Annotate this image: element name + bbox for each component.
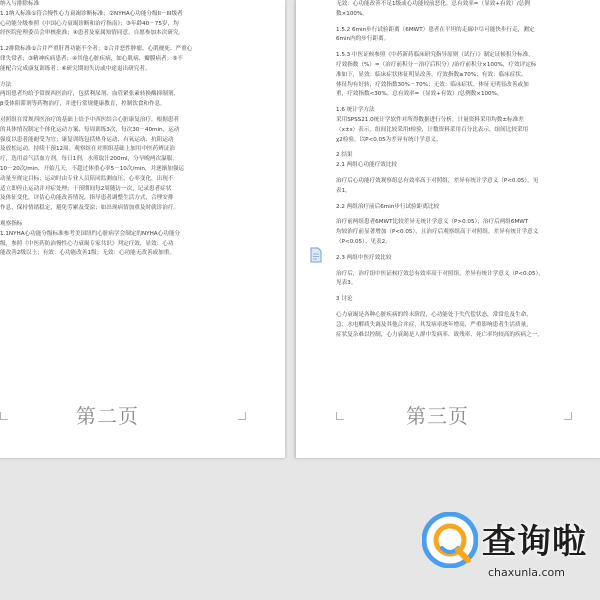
text-line: （x±s）表示，组间比较采用t检验，计数资料采用百分比表示，组间比较采用 [336,126,529,133]
text-line: 经医院伦理委员会审核批准；④患者及家属知情同意，自愿参加本次研究。 [0,30,185,37]
text-line: 2.3 两组中医疗效比较 [336,254,392,261]
text-line: 2 结果 [336,152,353,159]
text-line: （P<0.05）。见表2。 [336,238,391,245]
text-line: 症状复杂难以控制，心力衰竭是人群中发病率、致残率、死亡率均较高的疾病之一。 [336,331,543,338]
document-page-right [295,0,600,458]
page-text-right [336,0,571,340]
text-line: 表1。 [336,187,351,194]
text-line: 律失常者；③精神疾病患者；④其他心脏疾病，如心肌病、瓣膜病者；⑤不 [0,55,183,62]
text-line: 疗，选用益气活血方剂，每日1剂，水煎取汁200ml，分早晚两次温服， [0,156,178,163]
text-line: 准如下，显效：临床症状体征明显改善，疗效指数≥70%；有效：临床症状、 [336,71,527,78]
watermark-url: chaxunla.com [488,566,565,579]
document-page-left [0,0,285,458]
text-line: 适立即停止运动并对症处理；干预期间每2周随访一次，记录患者症状 [0,185,172,192]
text-line: 1.2排除标准①合并严重肝肾功能不全者；②合并恶性肿瘤、心肌梗死、严重心 [0,46,193,53]
page-label-right: 第三页 [406,404,469,428]
text-line: 无效：心功能改善不足1级或心功能较前恶化。总有效率=（显效+有效）/总例 [336,1,530,7]
text-line: 的具体情况制定个体化运动方案，每周训练3次，每次30－40min，运动 [0,126,180,133]
text-line: 均较治疗前显著增加（P<0.05），且治疗后观察组高于对照组，差异有统计学意义 [336,229,539,236]
text-line: 强度以患者能耐受为宜；康复训练包括热身运动、有氧运动、抗阻运动 [0,136,174,143]
text-line: 采用SPSS21.0统计学软件对所得数据进行分析，计量资料采用均数±标准差 [336,116,524,123]
page-corner-mark [238,412,246,420]
watermark-title: 查询啦 [482,522,587,562]
text-line: β受体阻滞剂等药物治疗，并进行常规健康教育，控制饮食和作息。 [0,101,166,108]
text-line: 急、水电解质失调及其他合并症，其发病率逐年增高，严重影响患者生活质量， [336,321,532,328]
document-comment-icon[interactable] [309,247,323,265]
text-line: 10－20次/min，开始几天，不超过体重心率5－10次/min，并逐渐加强运 [0,165,185,172]
page-corner-mark [0,412,8,420]
text-line: 1.5.3 中医证候参照《中药新药临床研究指导原则（试行）》制定证候积分标准， [336,52,534,59]
text-line: 方法 [0,81,12,88]
text-line: χ2检验，以P<0.05为差异有统计学意义。 [336,136,442,143]
text-line: 1.5.2 6min步行试验距离（6MWT）患者在平坦的走廊中尽可能快步行走，测定 [336,26,535,33]
text-line: 治疗后心功能疗效观察组总有效率高于对照组，差异有统计学意义（P<0.05），见 [336,177,539,184]
page-text-left [0,0,232,259]
text-line: 对照组在常规西医治疗的基础上给予中西医结合心脏康复治疗，根据患者 [0,116,180,123]
text-line: 3 讨论 [336,296,353,303]
watermark [408,500,600,600]
text-line: 能配合完成康复训练者；⑥研究期间失访或中途退出研究者。 [0,65,151,72]
text-line: 作息，保持情绪稳定，避免劳累及受凉；如出现病情加重及时就诊治疗。 [0,205,180,212]
text-line: 见表3。 [336,280,357,287]
page-corner-mark [564,412,572,420]
page-label-left: 第二页 [76,404,139,428]
text-line: 数×100%。 [336,10,368,17]
text-line: 心力衰竭是各种心脏疾病的终末阶段，心功能处于失代偿状态，常常危及生命， [336,311,532,318]
text-line: 重，疗效指数<30%。总有效率=（显效+有效）/总例数×100%。 [336,91,503,98]
page-corner-mark [336,412,344,420]
text-line: 级，参照《中医药防治慢性心力衰竭专家共识》判定疗效，显效：心功 [0,240,174,247]
text-line: 1.6 统计学方法 [336,107,375,114]
watermark-logo-icon [422,512,478,568]
text-line: 治疗后，治疗组中医证候疗效总有效率高于对照组，差异有统计学意义（P<0.05）， [336,270,544,277]
text-line: 2.2 两组治疗前后6min步行试验距离比较 [336,203,440,210]
text-line: 2.1 两组心功能疗效比较 [336,162,398,169]
text-line: 两组患者均给予常规西医治疗，包括利尿剂、血管紧张素转换酶抑制剂、 [0,91,180,98]
text-line: 观察指标 [0,220,23,227]
text-line: 动量至规定目标；运动时由专业人员陪同监测血压、心率变化，出现不 [0,175,174,182]
text-line: 心功能分级参照《中国心力衰竭诊断和治疗指南》；③年龄40－75岁，均 [0,20,179,27]
text-line: 及放松运动，持续干预12周。观察组在对照组基础上加用中医药辨证治 [0,146,175,153]
text-line: 1.1纳入标准①符合慢性心力衰竭诊断标准；②NYHA心功能分级II－III级者 [0,10,183,17]
text-line: 1.1NYHA心功能分级标准参考美国纽约心脏病学会制定的NYHA心功能分 [0,230,181,237]
text-line: 疗效指数（%）=（治疗前积分－治疗后积分）/治疗前积分×100%，疗效评定标 [336,61,537,68]
text-line: 体征均有好转，疗效指数30%－70%；无效：临床症状、体征无明显改善或加 [336,81,529,88]
text-line: 及体征变化，评估心功能改善情况，指导患者调整生活方式，合理安排 [0,195,174,202]
text-line: 治疗前两组患者6MWT比较差异无统计学意义（P>0.05），治疗后两组6MWT [336,219,529,226]
text-line: 能改善2级以上；有效：心功能改善1级；无效：心功能无改善或加重。 [0,250,175,257]
text-line: 纳入与排除标准 [0,1,40,7]
text-line: 6min内的步行距离。 [336,36,390,43]
